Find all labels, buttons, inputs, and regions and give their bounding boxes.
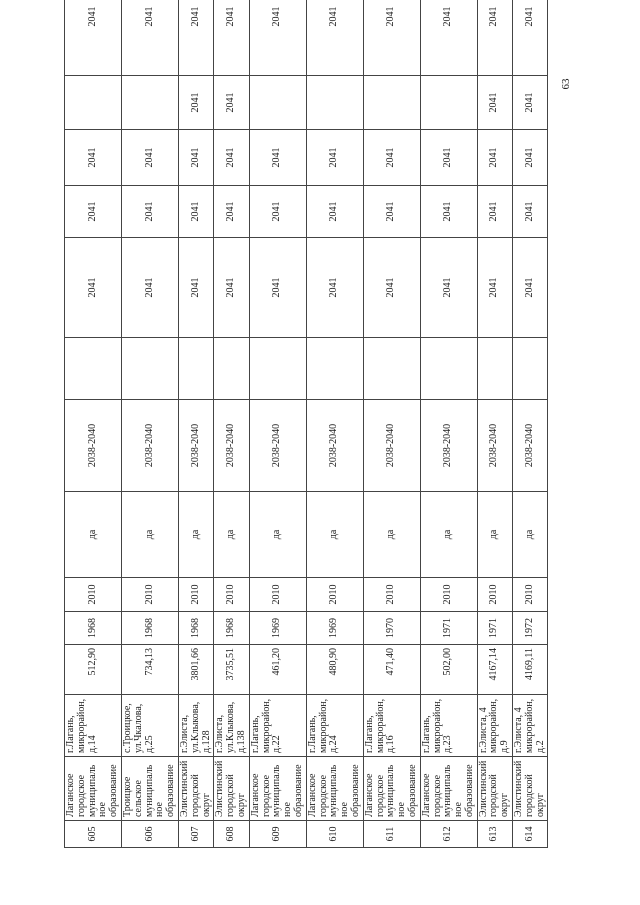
cell-area: 461,20 [249, 645, 306, 695]
cell-c11: 2041 [306, 186, 363, 238]
cell-built: 1968 [65, 612, 122, 645]
cell-c10: 2041 [363, 238, 420, 338]
cell-address: г.Элиста, ул.Клыкова, д.128 [178, 695, 213, 757]
cell-c9 [363, 338, 420, 400]
cell-c11: 2041 [121, 186, 178, 238]
cell-c9 [477, 338, 512, 400]
cell-c13: 2041 [178, 76, 213, 130]
cell-address: с.Троицкое, ул.Чкалова, д.25 [121, 695, 178, 757]
cell-c11: 2041 [65, 186, 122, 238]
cell-c12: 2041 [249, 130, 306, 186]
cell-built: 1970 [363, 612, 420, 645]
cell-built: 1968 [121, 612, 178, 645]
table-row [363, 0, 420, 848]
cell-c12: 2041 [513, 130, 548, 186]
rotated-table-area [64, 6, 546, 848]
table-row [178, 0, 213, 848]
cell-c9 [249, 338, 306, 400]
cell-c11: 2041 [477, 186, 512, 238]
cell-year1: 2010 [214, 578, 249, 612]
cell-period: 2038-2040 [249, 400, 306, 492]
cell-flag: да [513, 492, 548, 578]
cell-c14: 2041 [121, 0, 178, 76]
cell-address: г.Элиста, 4 микрорайон, д.9 [477, 695, 512, 757]
cell-flag: да [65, 492, 122, 578]
cell-c10: 2041 [65, 238, 122, 338]
cell-flag: да [420, 492, 477, 578]
cell-c13 [121, 76, 178, 130]
cell-year1: 2010 [513, 578, 548, 612]
cell-c11: 2041 [214, 186, 249, 238]
cell-c13 [363, 76, 420, 130]
cell-municipality: Лаганское городское муниципальное образование [363, 757, 420, 821]
cell-no: 611 [363, 821, 420, 848]
cell-year1: 2010 [249, 578, 306, 612]
cell-c9 [65, 338, 122, 400]
cell-c14: 2041 [420, 0, 477, 76]
cell-c14: 2041 [513, 0, 548, 76]
cell-c14: 2041 [363, 0, 420, 76]
cell-year1: 2010 [178, 578, 213, 612]
cell-area: 502,00 [420, 645, 477, 695]
table-row [65, 0, 122, 848]
cell-c12: 2041 [306, 130, 363, 186]
cell-flag: да [477, 492, 512, 578]
cell-c9 [214, 338, 249, 400]
cell-period: 2038-2040 [121, 400, 178, 492]
cell-flag: да [214, 492, 249, 578]
table-row [214, 0, 249, 848]
cell-area: 480,90 [306, 645, 363, 695]
cell-area: 471,40 [363, 645, 420, 695]
table-row [306, 0, 363, 848]
cell-c10: 2041 [477, 238, 512, 338]
cell-municipality: Элистинский городской округ [477, 757, 512, 821]
cell-year1: 2010 [363, 578, 420, 612]
cell-address: г.Лагань, микрорайон, д.23 [420, 695, 477, 757]
cell-year1: 2010 [477, 578, 512, 612]
cell-period: 2038-2040 [363, 400, 420, 492]
cell-municipality: Лаганское городское муниципальное образование [420, 757, 477, 821]
cell-c12: 2041 [178, 130, 213, 186]
table-row [121, 0, 178, 848]
cell-c9 [178, 338, 213, 400]
cell-c9 [306, 338, 363, 400]
cell-built: 1972 [513, 612, 548, 645]
cell-c13: 2041 [477, 76, 512, 130]
cell-c10: 2041 [178, 238, 213, 338]
cell-c13 [420, 76, 477, 130]
table-row [513, 0, 548, 848]
cell-c13 [65, 76, 122, 130]
cell-built: 1969 [306, 612, 363, 645]
cell-c12: 2041 [363, 130, 420, 186]
cell-period: 2038-2040 [214, 400, 249, 492]
cell-c11: 2041 [178, 186, 213, 238]
cell-period: 2038-2040 [178, 400, 213, 492]
cell-no: 610 [306, 821, 363, 848]
cell-c12: 2041 [121, 130, 178, 186]
cell-c13: 2041 [513, 76, 548, 130]
cell-area: 4167,14 [477, 645, 512, 695]
cell-c12: 2041 [420, 130, 477, 186]
cell-flag: да [363, 492, 420, 578]
cell-c14: 2041 [178, 0, 213, 76]
cell-area: 3735,51 [214, 645, 249, 695]
cell-c14: 2041 [306, 0, 363, 76]
cell-address: г.Лагань, микрорайон, д.14 [65, 695, 122, 757]
page-number: 63 [560, 78, 572, 90]
cell-municipality: Элистинский городской округ [214, 757, 249, 821]
cell-built: 1971 [477, 612, 512, 645]
cell-c11: 2041 [363, 186, 420, 238]
cell-c10: 2041 [121, 238, 178, 338]
cell-flag: да [178, 492, 213, 578]
cell-period: 2038-2040 [420, 400, 477, 492]
cell-no: 612 [420, 821, 477, 848]
cell-no: 613 [477, 821, 512, 848]
cell-year1: 2010 [420, 578, 477, 612]
cell-area: 4169,11 [513, 645, 548, 695]
table-row [249, 0, 306, 848]
cell-address: г.Лагань, микрорайон, д.24 [306, 695, 363, 757]
cell-address: г.Лагань, микрорайон, д.16 [363, 695, 420, 757]
cell-c12: 2041 [214, 130, 249, 186]
cell-built: 1968 [214, 612, 249, 645]
cell-period: 2038-2040 [306, 400, 363, 492]
table-row [420, 0, 477, 848]
cell-c12: 2041 [477, 130, 512, 186]
cell-no: 608 [214, 821, 249, 848]
cell-year1: 2010 [121, 578, 178, 612]
cell-period: 2038-2040 [513, 400, 548, 492]
cell-address: г.Элиста, ул.Клыкова, д.138 [214, 695, 249, 757]
cell-c10: 2041 [513, 238, 548, 338]
cell-period: 2038-2040 [65, 400, 122, 492]
cell-address: г.Лагань, микрорайон, д.22 [249, 695, 306, 757]
cell-c13: 2041 [214, 76, 249, 130]
cell-municipality: Элистинский городской округ [178, 757, 213, 821]
table-row [477, 0, 512, 848]
cell-area: 734,13 [121, 645, 178, 695]
cell-c10: 2041 [249, 238, 306, 338]
cell-municipality: Лаганское городское муниципальное образование [65, 757, 122, 821]
cell-c14: 2041 [477, 0, 512, 76]
cell-municipality: Лаганское городское муниципальное образование [249, 757, 306, 821]
housing-table [64, 0, 548, 848]
cell-no: 609 [249, 821, 306, 848]
cell-flag: да [306, 492, 363, 578]
cell-c14: 2041 [65, 0, 122, 76]
cell-area: 3801,66 [178, 645, 213, 695]
cell-c12: 2041 [65, 130, 122, 186]
cell-flag: да [249, 492, 306, 578]
cell-c11: 2041 [249, 186, 306, 238]
cell-c9 [121, 338, 178, 400]
cell-municipality: Элистинский городской округ [513, 757, 548, 821]
cell-c13 [306, 76, 363, 130]
cell-flag: да [121, 492, 178, 578]
cell-area: 512,90 [65, 645, 122, 695]
cell-built: 1969 [249, 612, 306, 645]
cell-no: 605 [65, 821, 122, 848]
cell-c10: 2041 [420, 238, 477, 338]
cell-municipality: Лаганское городское муниципальное образование [306, 757, 363, 821]
cell-year1: 2010 [306, 578, 363, 612]
cell-c9 [420, 338, 477, 400]
cell-no: 614 [513, 821, 548, 848]
cell-c9 [513, 338, 548, 400]
cell-c10: 2041 [214, 238, 249, 338]
table-wrapper [64, 6, 546, 848]
cell-c14: 2041 [214, 0, 249, 76]
cell-year1: 2010 [65, 578, 122, 612]
cell-built: 1971 [420, 612, 477, 645]
cell-c11: 2041 [513, 186, 548, 238]
cell-address: г.Элиста, 4 микрорайон, д.2 [513, 695, 548, 757]
cell-period: 2038-2040 [477, 400, 512, 492]
cell-no: 606 [121, 821, 178, 848]
cell-no: 607 [178, 821, 213, 848]
cell-built: 1968 [178, 612, 213, 645]
cell-c11: 2041 [420, 186, 477, 238]
cell-municipality: Троицкое сельское муниципальное образование [121, 757, 178, 821]
cell-c10: 2041 [306, 238, 363, 338]
cell-c13 [249, 76, 306, 130]
cell-c14: 2041 [249, 0, 306, 76]
